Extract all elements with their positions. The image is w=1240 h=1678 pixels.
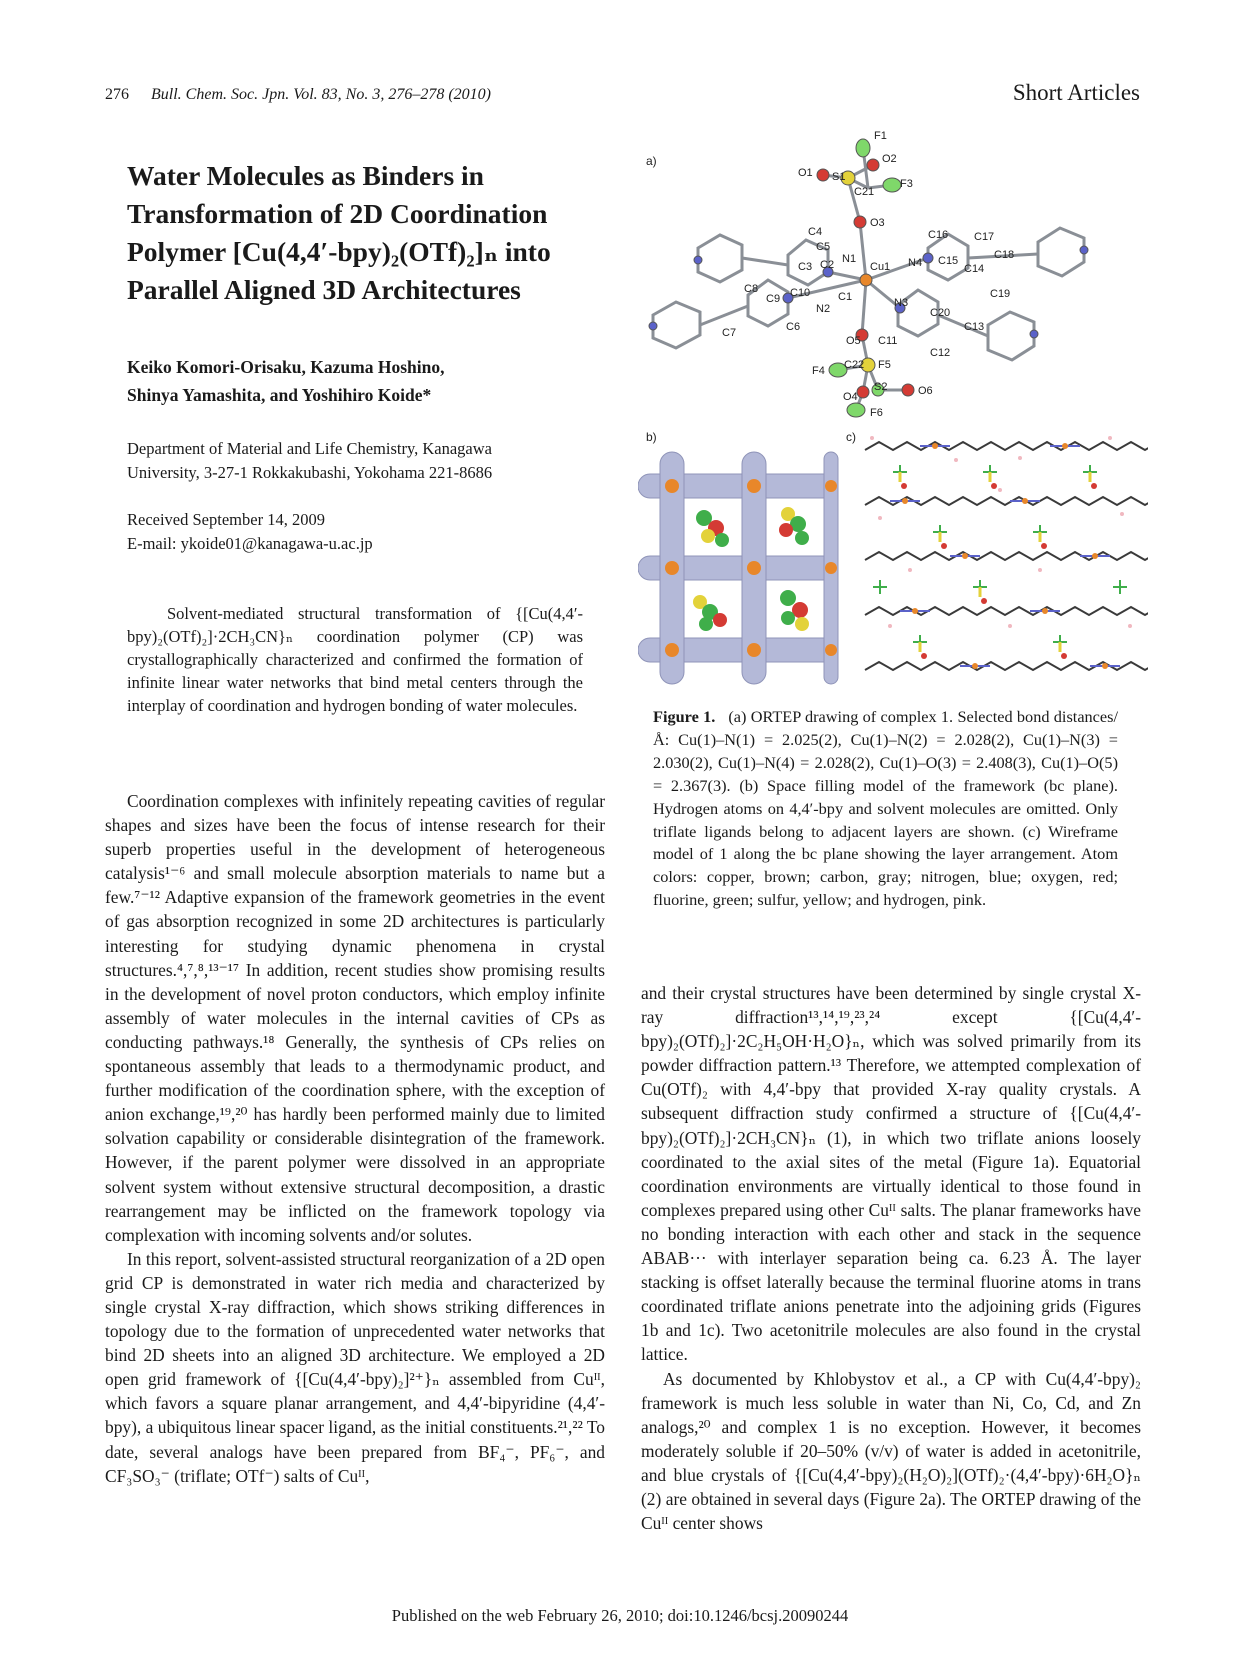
- oxygen-atom: [857, 386, 869, 398]
- wireframe-model: [865, 436, 1148, 670]
- atom-label: C10: [790, 287, 811, 299]
- paragraph: As documented by Khlobystov et al., a CP with Cu(4,4′-bpy)₂ framework is much less soluble in water than Ni, Co, Cd, and Zn analogs,²⁰ and complex 1 is no exception. However, it becomes moderately soluble if 20–50% (v/v) of water is added in acetonitrile, and blue crystals of {[Cu(4,4′-bpy)₂(H₂O)₂](OTf)₂·(4,4′-bpy)·6H₂O}ₙ (2) are obtained in several days (Figure 2a). The ORTEP drawing of the Cuᴵᴵ center shows: [641, 1368, 1141, 1534]
- space-filling-model: [638, 452, 838, 684]
- copper-node: [825, 644, 837, 656]
- bpy-chain: [865, 442, 1148, 450]
- atom-label: S2: [874, 381, 888, 393]
- nitrogen-atom: [1030, 330, 1038, 338]
- body-column-left: [105, 789, 605, 1488]
- atom-label: O6: [918, 385, 933, 397]
- caption-text: (a) ORTEP drawing of complex 1. Selected bond distances/Å: Cu(1)–N(1) = 2.025(2), Cu(1)–N(2) = 2.028(2), Cu(1)–N(3) = 2.030(2), Cu(1)–N(4) = 2.028(2), Cu(1)–O(3) = 2.408(3), Cu(1)–O(5) = 2.367(3). (b) Space filling model of the framework (bc plane). Hydrogen atoms on 4,4′-bpy and solvent molecules are omitted. Only triflate ligands belong to adjacent layers are shown. (c) Wireframe model of 1 along the bc plane showing the layer arrangement. Atom colors: copper, brown; carbon, gray; nitrogen, blue; oxygen, red; fluorine, green; sulfur, yellow; and hydrogen, pink.: [653, 707, 1118, 910]
- atom-label: C16: [928, 229, 949, 241]
- pyridine-ring: [1038, 228, 1084, 276]
- atom-label: C5: [816, 241, 831, 253]
- affiliation: [127, 437, 597, 485]
- figure-1-graphic: [638, 130, 1148, 690]
- fluorine-atom: [856, 139, 870, 157]
- figure-1: [638, 130, 1148, 690]
- copper-node: [747, 479, 761, 493]
- panel-c-label: c): [846, 430, 856, 444]
- oxygen-atom: [867, 159, 879, 171]
- nitrogen-atom: [923, 253, 933, 263]
- copper-node: [825, 480, 837, 492]
- atom-label: C11: [878, 335, 898, 347]
- panel-b-label: b): [646, 430, 657, 444]
- atom-label: C6: [786, 321, 801, 333]
- affiliation-line-1: Department of Material and Life Chemistry, Kanagawa: [127, 439, 492, 458]
- journal-citation: Bull. Chem. Soc. Jpn. Vol. 83, No. 3, 276–278 (2010): [151, 86, 491, 103]
- atom-label: C21: [854, 186, 875, 198]
- paragraph: Coordination complexes with infinitely repeating cavities of regular shapes and sizes have been the focus of intense research for their superb properties useful in the development of heterogeneous catalysis¹⁻⁶ and small molecule absorption materials to name but a few.⁷⁻¹² Adaptive expansion of the framework geometries in the event of gas absorption recognized in some 2D architectures is particularly interesting for studying dynamic phenomena in crystal structures.⁴,⁷,⁸,¹³⁻¹⁷ In addition, recent studies show promising results in the development of novel proton conductors, which employ infinite assembly of water molecules in the internal cavities of CPs as conducting pathways.¹⁸ Generally, the synthesis of CPs relies on spontaneous assembly that leads to a thermodynamic product, and further modification of the coordination sphere, with the exception of anion exchange,¹⁹,²⁰ has hardly been performed mainly due to limited solvation capability or considerable disintegration of the framework. However, if the parent polymer were dissolved in an appropriate solvent system without extensive structural decomposition, a drastic rearrangement may be inflicted on the framework topology via complexation with incoming solvents and/or solutes.: [105, 791, 605, 1245]
- atom-label: O1: [798, 167, 813, 179]
- atom-label: C15: [938, 255, 959, 267]
- paragraph: In this report, solvent-assisted structural reorganization of a 2D open grid CP is demonstrated in water rich media and characterized by single crystal X-ray diffraction, which shows striking differences in topology due to the formation of unprecedented water networks that bind 2D sheets into an aligned 3D architecture. We employed a 2D open grid framework of {[Cu(4,4′-bpy)₂]²⁺}ₙ assembled from Cuᴵᴵ, which favors a square planar arrangement, and 4,4′-bipyridine (4,4′-bpy), a ubiquitous linear spacer ligand, as the initial constituents.²¹,²² To date, several analogs have been prepared from BF₄⁻, PF₆⁻, and CF₃SO₃⁻ (triflate; OTf⁻) salts of Cuᴵᴵ,: [105, 1248, 605, 1486]
- atom-label: C2: [820, 259, 835, 271]
- pyridine-ring: [653, 302, 700, 348]
- nitrogen-atom: [694, 256, 702, 264]
- atom-label: O5: [846, 335, 861, 347]
- atom-label: C13: [964, 321, 985, 333]
- oxygen-atom: [854, 216, 866, 228]
- copper-node: [825, 562, 837, 574]
- bond: [862, 280, 866, 335]
- atom-label: N1: [842, 253, 857, 265]
- atom-label: C1: [838, 291, 853, 303]
- atom-label: C3: [798, 261, 813, 273]
- pyridine-ring: [698, 235, 742, 282]
- copper-atom: [860, 274, 872, 286]
- atom-label: C22: [844, 359, 865, 371]
- atom-label: O4: [843, 391, 858, 403]
- copper-node: [747, 643, 761, 657]
- oxygen-atom: [902, 384, 914, 396]
- atom-label: C18: [994, 249, 1015, 261]
- affiliation-line-2: University, 3-27-1 Rokkakubashi, Yokohama 221-8686: [127, 463, 493, 482]
- atom-label: N3: [894, 297, 909, 309]
- bond: [700, 306, 748, 325]
- atom-label: N2: [816, 303, 831, 315]
- paragraph: and their crystal structures have been determined by single crystal X-ray diffraction¹³,¹⁴,¹⁹,²³,²⁴ except {[Cu(4,4′-bpy)₂(OTf)₂]·2C₂H₅OH·H₂O}ₙ, which was solved primarily from its powder diffraction pattern.¹³ Therefore, we attempted complexation of Cu(OTf)₂ with 4,4′-bpy that provided X-ray quality crystals. A subsequent diffraction study confirmed a structure of {[Cu(4,4′-bpy)₂(OTf)₂]·2CH₃CN}ₙ (1), in which two triflate anions loosely coordinated to the axial sites of the metal (Figure 1a). Equatorial coordination environments are virtually identical to those found in complexes prepared using other Cuᴵᴵ salts. The planar frameworks have no bonding interaction with each other and stack in the sequence ABAB··· with interlayer separation being ca. 6.23 Å. The layer stacking is offset laterally because the terminal fluorine atoms in trans coordinated triflate anions penetrate into the adjoining grids (Figures 1b and 1c). Two acetonitrile molecules are also found in the crystal lattice.: [641, 983, 1141, 1365]
- atom-label: C12: [930, 347, 951, 359]
- nitrogen-atom: [1080, 246, 1088, 254]
- bond: [742, 258, 788, 265]
- oxygen-atom: [817, 169, 829, 181]
- body-column-right: [641, 981, 1141, 1535]
- author-list: [127, 353, 607, 409]
- email-address[interactable]: E-mail: ykoide01@kanagawa-u.ac.jp: [127, 534, 373, 553]
- figure-label: Figure 1.: [653, 707, 716, 726]
- atom-label: C14: [964, 263, 985, 275]
- copper-node: [665, 643, 679, 657]
- bond: [860, 222, 866, 280]
- atom-label: O3: [870, 217, 885, 229]
- copper-node: [747, 561, 761, 575]
- atom-label: C4: [808, 226, 823, 238]
- publication-footer: Published on the web February 26, 2010; doi:10.1246/bcsj.20090244: [391, 1606, 849, 1625]
- article-title: Water Molecules as Binders in Transformation of 2D Coordination Polymer [Cu(4,4′-bpy)₂(OTf)₂]ₙ into Parallel Aligned 3D Architectures: [127, 160, 551, 305]
- abstract: Solvent-mediated structural transformation of {[Cu(4,4′-bpy)₂(OTf)₂]·2CH₃CN}ₙ coordination polymer (CP) was crystallographically characterized and confirmed the formation of infinite linear water networks that bind metal centers through the interplay of coordination and hydrogen bonding of water molecules.: [127, 604, 583, 715]
- nitrogen-atom: [649, 322, 657, 330]
- atom-label: C19: [990, 288, 1011, 300]
- atom-label: F6: [870, 407, 883, 419]
- atom-label: F5: [878, 359, 891, 371]
- fluorine-atom: [883, 178, 901, 192]
- atom-label: N4: [908, 257, 923, 269]
- received-date: Received September 14, 2009: [127, 510, 325, 529]
- atom-label: O2: [882, 153, 897, 165]
- figure-1-caption: [653, 706, 1118, 912]
- page-number: 276: [105, 86, 129, 103]
- pyridine-ring: [988, 312, 1034, 360]
- atom-label: S1: [832, 171, 846, 183]
- atom-label: F4: [812, 365, 825, 377]
- panel-a-label: a): [646, 154, 657, 168]
- received-info: [127, 508, 373, 556]
- atom-label: Cu1: [870, 261, 891, 273]
- atom-label: F3: [900, 178, 913, 190]
- copper-node: [665, 561, 679, 575]
- atom-label: C8: [744, 283, 759, 295]
- author-line-1: Keiko Komori-Orisaku, Kazuma Hoshino,: [127, 357, 445, 377]
- section-label: Short Articles: [1012, 80, 1140, 105]
- atom-label: C7: [722, 327, 737, 339]
- atom-label: F1: [874, 130, 887, 142]
- copper-node: [665, 479, 679, 493]
- fluorine-atom: [847, 403, 865, 417]
- atom-label: C9: [766, 293, 781, 305]
- running-header: [105, 86, 491, 104]
- atom-label: C20: [930, 307, 951, 319]
- atom-label: C17: [974, 231, 995, 243]
- author-line-2: Shinya Yamashita, and Yoshihiro Koide*: [127, 385, 432, 405]
